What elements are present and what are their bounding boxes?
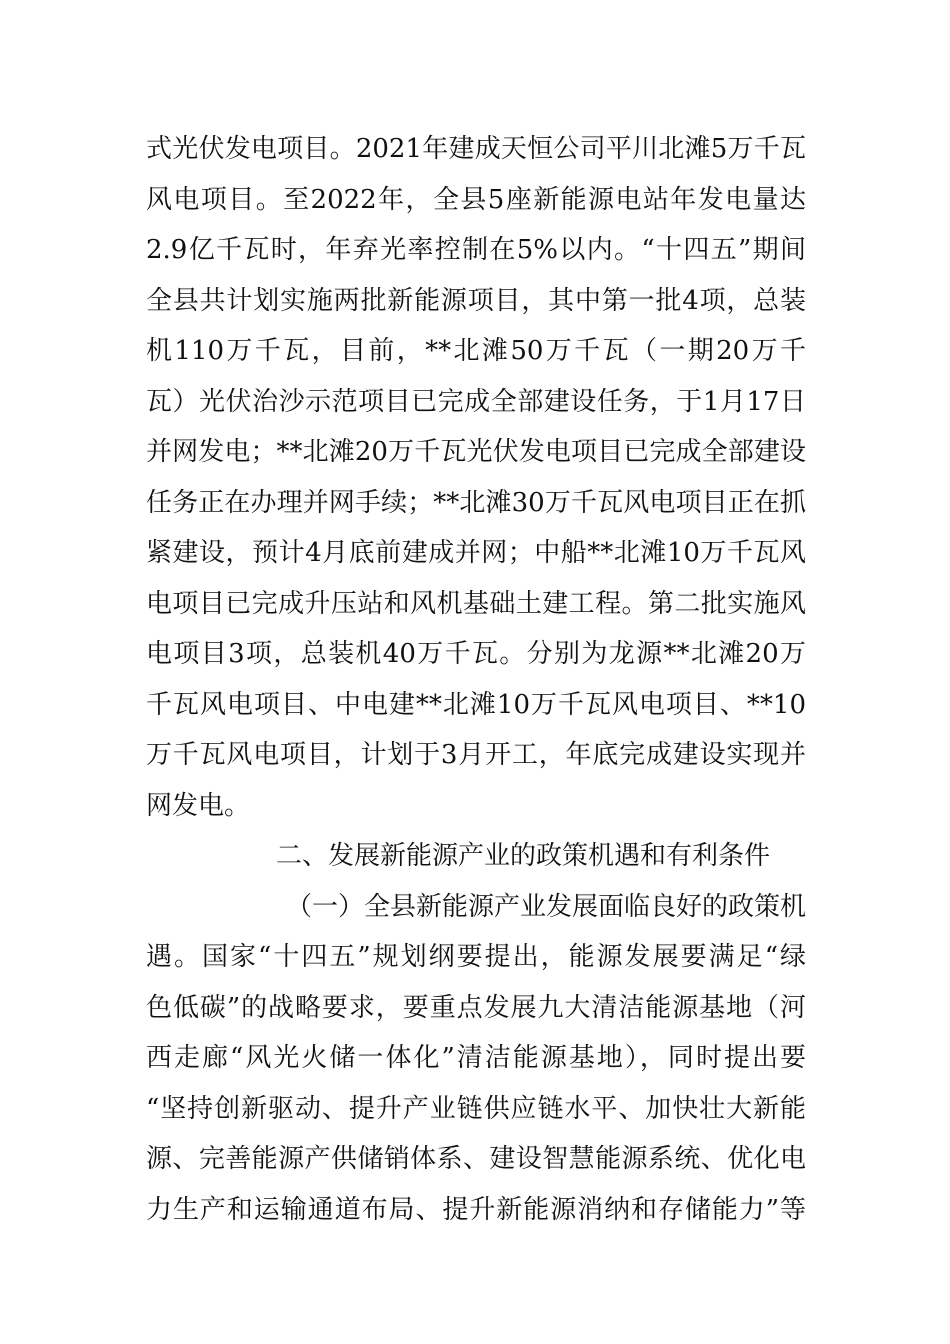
paragraph-line: （一）全县新能源产业发展面临良好的政策机 <box>286 891 806 922</box>
paragraph-line: 色低碳”的战略要求，要重点发展九大清洁能源基地（河 <box>146 992 806 1023</box>
paragraph-line: 瓦）光伏治沙示范项目已完成全部建设任务，于1月17日 <box>146 386 806 417</box>
paragraph-line: 任务正在办理并网手续；**北滩30万千瓦风电项目正在抓 <box>146 487 806 518</box>
paragraph-line: 网发电。 <box>146 790 251 821</box>
policy-opportunity-paragraph <box>146 882 806 1236</box>
paragraph-line: 2.9亿千瓦时，年弃光率控制在5%以内。“十四五”期间 <box>146 235 806 265</box>
paragraph-line: 电项目已完成升压站和风机基础土建工程。第二批实施风 <box>146 588 806 619</box>
paragraph-line: “坚持创新驱动、提升产业链供应链水平、加快壮大新能 <box>146 1093 806 1124</box>
paragraph-line: 全县共计划实施两批新能源项目，其中第一批4项，总装 <box>146 285 806 316</box>
paragraph-line: 机110万千瓦，目前，**北滩50万千瓦（一期20万千 <box>146 336 806 366</box>
paragraph-line: 力生产和运输通道布局、提升新能源消纳和存储能力”等 <box>146 1194 806 1225</box>
paragraph-line: 西走廊“风光火储一体化”清洁能源基地），同时提出要 <box>146 1043 806 1073</box>
project-status-paragraph <box>146 124 806 831</box>
paragraph-line: 式光伏发电项目。2021年建成天恒公司平川北滩5万千瓦 <box>146 134 806 164</box>
paragraph-line: 万千瓦风电项目，计划于3月开工，年底完成建设实现并 <box>146 740 806 770</box>
paragraph-line: 电项目3项，总装机40万千瓦。分别为龙源**北滩20万 <box>146 639 806 669</box>
paragraph-line: 并网发电；**北滩20万千瓦光伏发电项目已完成全部建设 <box>146 437 806 467</box>
paragraph-line: 紧建设，预计4月底前建成并网；中船**北滩10万千瓦风 <box>146 538 806 568</box>
paragraph-line: 千瓦风电项目、中电建**北滩10万千瓦风电项目、**10 <box>146 689 806 720</box>
paragraph-line: 风电项目。至2022年，全县5座新能源电站年发电量达 <box>146 184 806 215</box>
paragraph-line: 遇。国家“十四五”规划纲要提出，能源发展要满足“绿 <box>146 942 806 972</box>
paragraph-line: 源、完善能源产供储销体系、建设智慧能源系统、优化电 <box>146 1144 806 1174</box>
section-heading: 二、发展新能源产业的政策机遇和有利条件 <box>276 841 771 871</box>
body-text <box>146 124 806 1235</box>
